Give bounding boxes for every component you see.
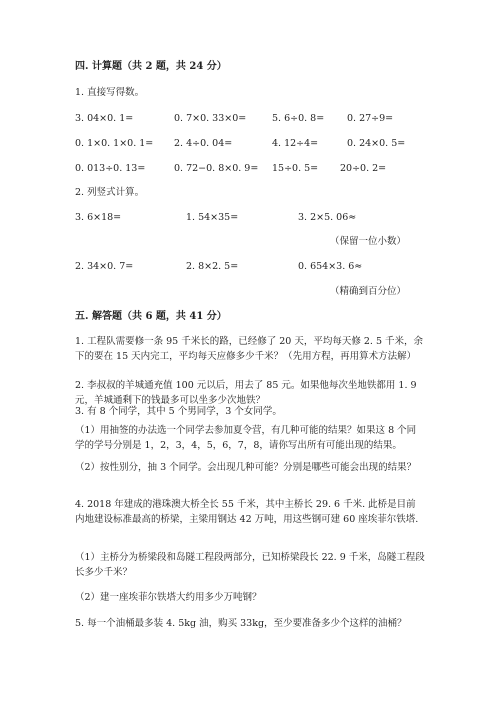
problem-4: 4. 2018 年建成的港珠澳大桥全长 55 千米，其中主桥长 29. 6 千米. 此桥是目前内地建设标准最高的桥梁，主梁用钢达 42 万吨，用这些钢可建 60 座埃菲尔铁塔. bbox=[75, 499, 419, 525]
q2-title: 2. 列竖式计算。 bbox=[75, 187, 145, 198]
problem-2: 2. 李叔叔的羊城通充值 100 元以后，用去了 85 元。如果他每次坐地铁都用 1. 9 元，羊城通剩下的钱最多可以坐多少次地铁？ bbox=[75, 380, 417, 406]
direct-item: 0. 72−0. 8×0. 9= bbox=[174, 163, 259, 174]
direct-item: 3. 04×0. 1= bbox=[75, 113, 134, 124]
direct-item: 0. 27÷9= bbox=[347, 113, 394, 124]
direct-item: 0. 24×0. 5= bbox=[347, 138, 406, 149]
direct-item: 20÷0. 2= bbox=[340, 163, 387, 174]
direct-item: 5. 6÷0. 8= bbox=[272, 113, 325, 124]
direct-item: 0. 1×0. 1×0. 1= bbox=[75, 138, 154, 149]
vertical-item: 3. 6×18= bbox=[75, 212, 122, 223]
vertical-item: 1. 54×35= bbox=[186, 212, 239, 223]
rounding-note: （精确到百分位） bbox=[330, 286, 407, 297]
problem-3-part-2: （2）按性别分，抽 3 个同学。会出现几种可能？分别是哪些可能会出现的结果？ bbox=[75, 462, 417, 473]
problem-5: 5. 每一个油桶最多装 4. 5kg 油，购买 33kg，至少要准备多少个这样的油桶？ bbox=[75, 618, 407, 629]
section4-heading: 四. 计算题（共 2 题，共 24 分） bbox=[75, 61, 227, 72]
direct-item: 4. 12÷4= bbox=[272, 138, 319, 149]
vertical-item: 2. 34×0. 7= bbox=[75, 261, 134, 272]
problem-4-part-1: （1）主桥分为桥梁段和岛隧工程段两部分，已知桥梁段长 22. 9 千米，岛隧工程段长多少千米？ bbox=[75, 552, 425, 578]
direct-item: 15÷0. 5= bbox=[272, 163, 319, 174]
vertical-item: 0. 654×3. 6≈ bbox=[298, 261, 363, 272]
problem-3: 3. 有 8 个同学，其中 5 个男同学，3 个女同学。 bbox=[75, 406, 282, 417]
section5-heading: 五. 解答题（共 6 题，共 41 分） bbox=[75, 311, 227, 322]
vertical-item: 2. 8×2. 5= bbox=[186, 261, 239, 272]
vertical-item: 3. 2×5. 06≈ bbox=[298, 212, 357, 223]
direct-item: 0. 7×0. 33×0= bbox=[174, 113, 247, 124]
q1-title: 1. 直接写得数。 bbox=[75, 87, 145, 98]
direct-item: 2. 4÷0. 04= bbox=[174, 138, 233, 149]
problem-4-part-2: （2）建一座埃菲尔铁塔大约用多少万吨钢？ bbox=[75, 592, 262, 603]
direct-item: 0. 013÷0. 13= bbox=[75, 163, 146, 174]
problem-3-part-1: （1）用抽签的办法选一个同学去参加夏令营，有几种可能的结果？如果这 8 个同学的学号分别是 1，2，3，4，5，6，7，8，请你写出所有可能出现的结果。 bbox=[75, 425, 417, 451]
rounding-note: （保留一位小数） bbox=[330, 236, 407, 247]
problem-1: 1. 工程队需要修一条 95 千米长的路，已经修了 20 天，平均每天修 2. 5 千米，余下的要在 15 天内完工，平均每天应修多少千米？（先用方程，再用算术方法解） bbox=[75, 336, 424, 362]
